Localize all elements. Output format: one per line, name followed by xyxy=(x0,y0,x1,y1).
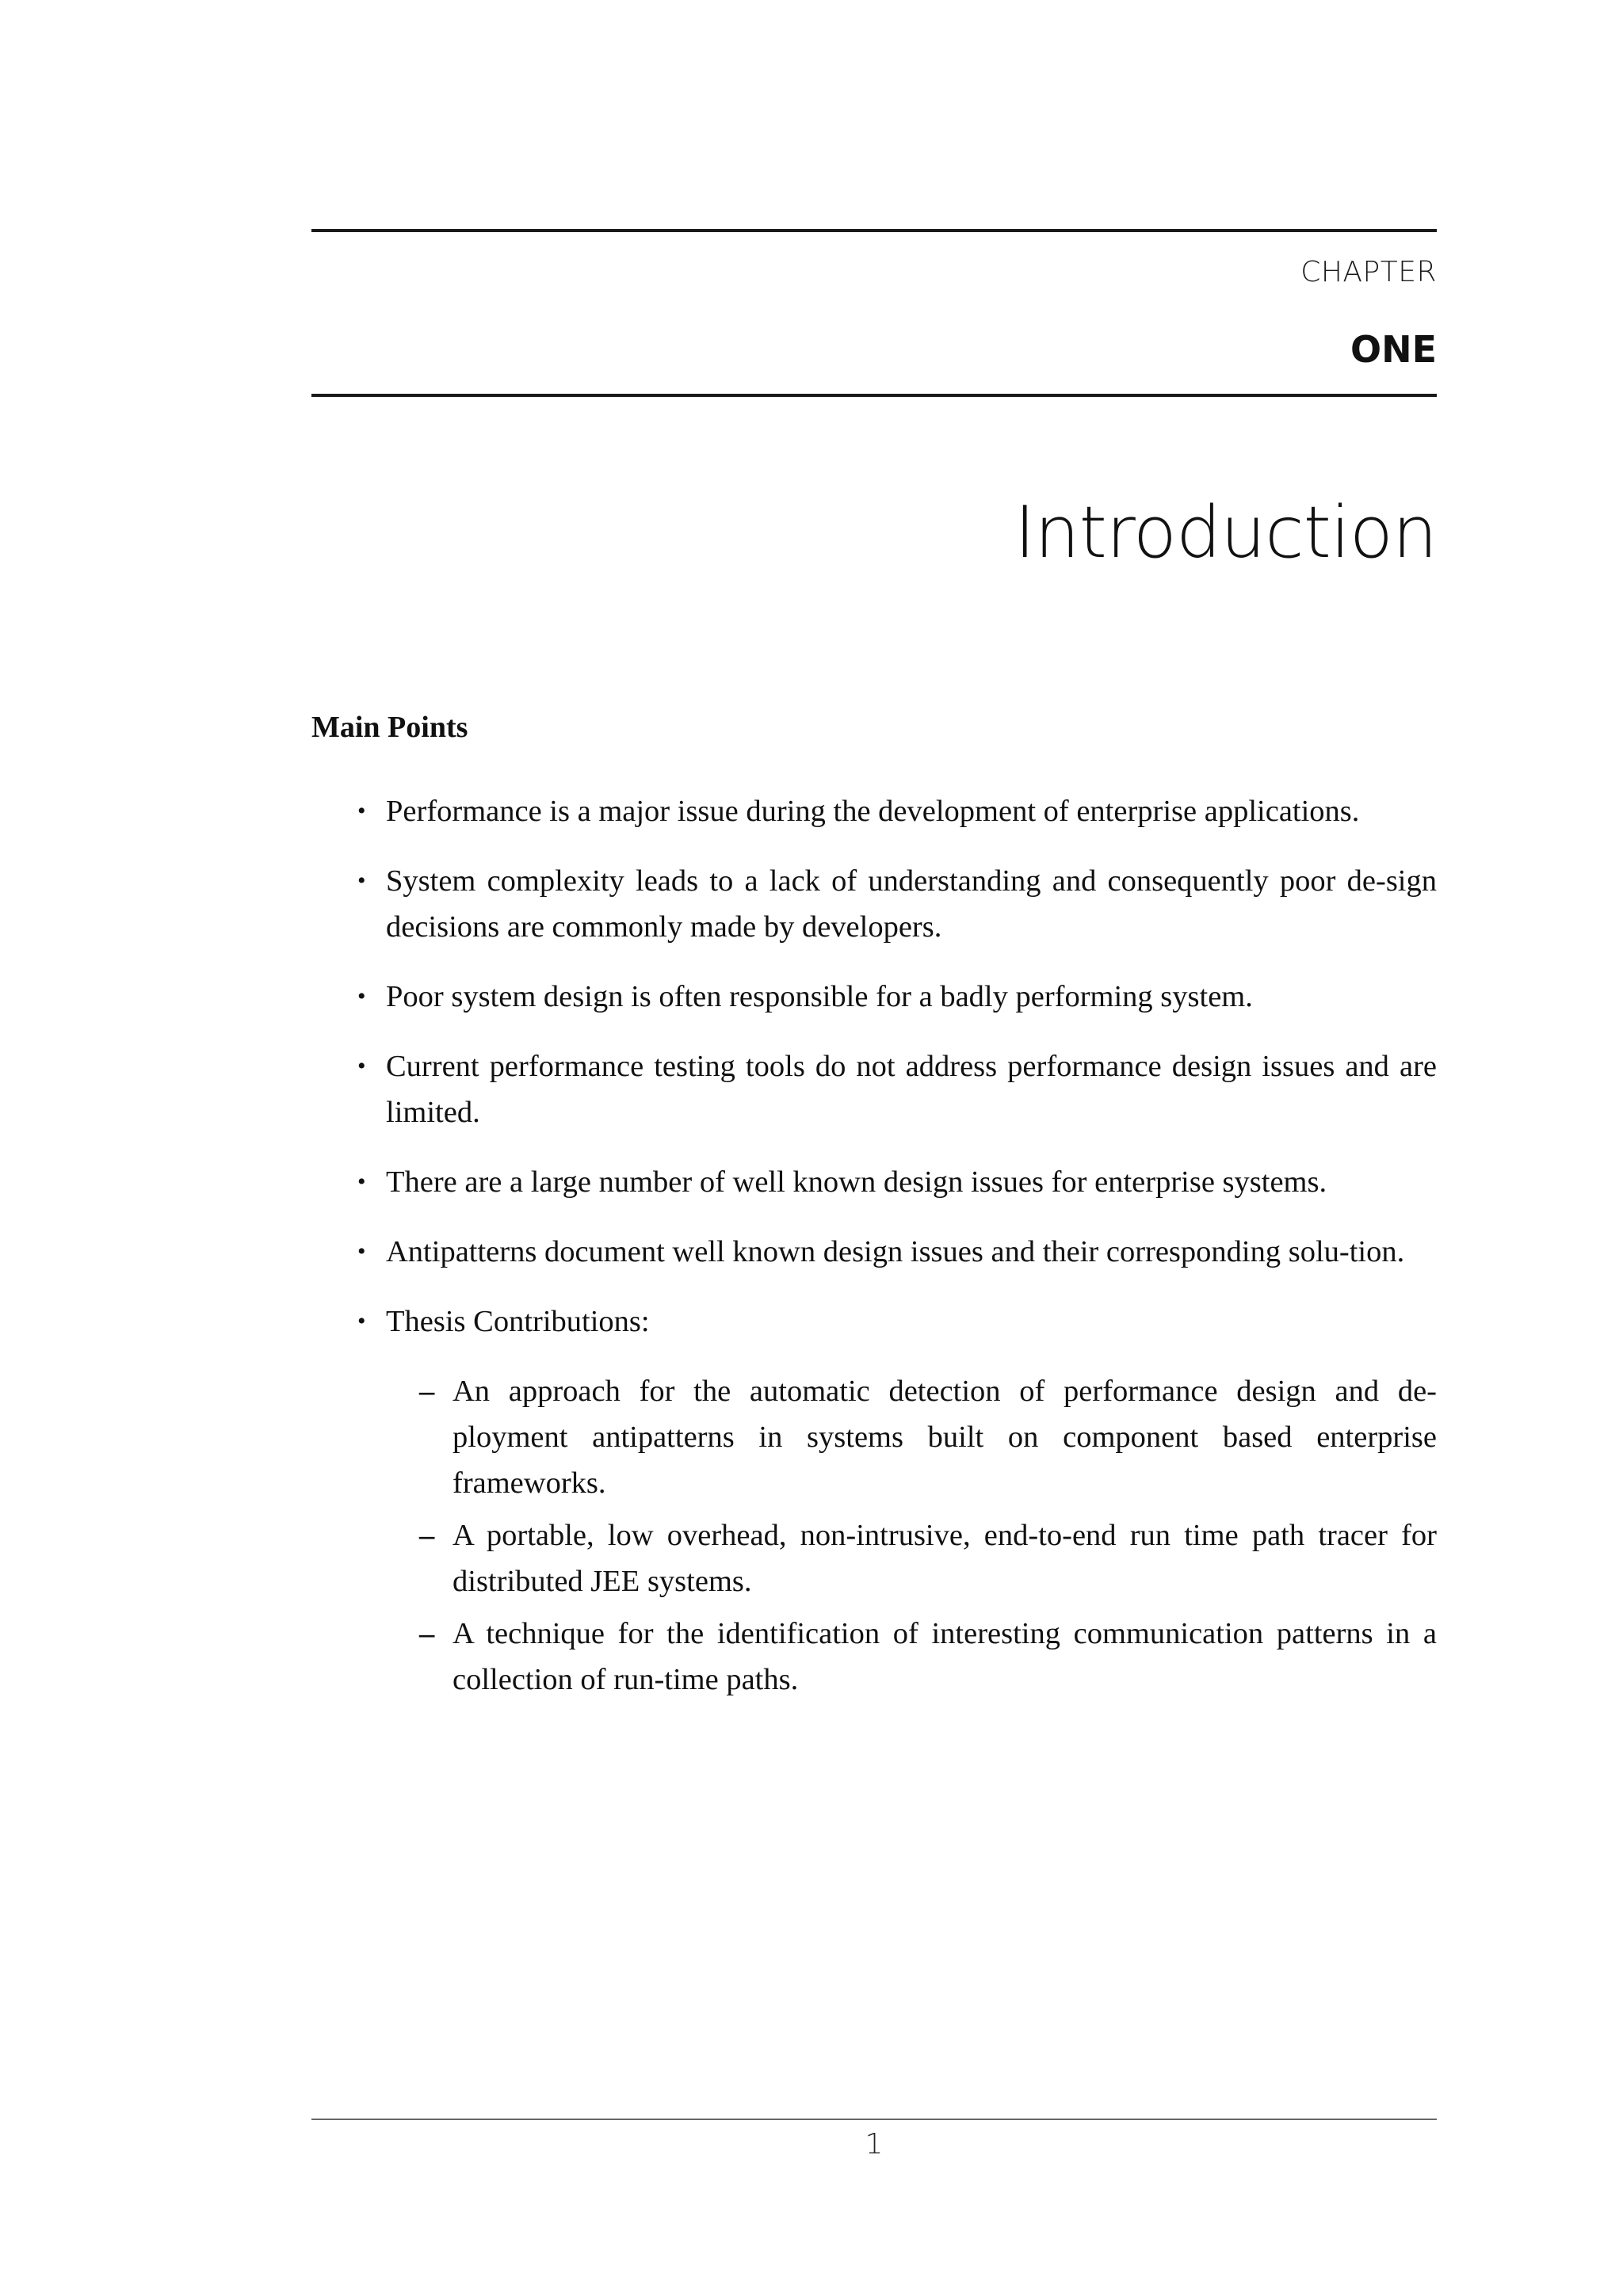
list-item-contributions xyxy=(311,1299,1437,1703)
list-item xyxy=(311,858,1437,950)
chapter-bottom-rule xyxy=(311,394,1437,397)
list-item xyxy=(311,1229,1437,1275)
dash-icon: – xyxy=(419,1375,435,1408)
bullet-icon: • xyxy=(357,798,366,824)
bullet-icon: • xyxy=(357,1238,366,1264)
dash-icon: – xyxy=(419,1519,435,1552)
sub-list-item xyxy=(386,1512,1437,1604)
bullet-icon: • xyxy=(357,1308,366,1334)
bullet-icon: • xyxy=(357,868,366,894)
document-page xyxy=(311,0,1437,2296)
bullet-icon: • xyxy=(357,983,366,1009)
contributions-list xyxy=(386,1368,1437,1703)
list-item-text: Antipatterns document well known design issues and their corresponding solu-tion. xyxy=(386,1235,1405,1268)
list-item-text: Performance is a major issue during the development of enterprise applications. xyxy=(386,795,1360,828)
list-item xyxy=(311,1043,1437,1135)
sub-list-item xyxy=(386,1368,1437,1506)
footer-rule xyxy=(311,2119,1437,2120)
sub-list-item-text: A technique for the identification of interesting communication patterns in a collection of run-time paths. xyxy=(453,1617,1437,1696)
section-heading: Main Points xyxy=(311,711,468,744)
sub-list-item xyxy=(386,1611,1437,1703)
chapter-label: CHAPTER xyxy=(1300,256,1437,288)
list-item xyxy=(311,1159,1437,1205)
bullet-icon: • xyxy=(357,1053,366,1079)
list-item-text: System complexity leads to a lack of understanding and consequently poor de-sign decisions are commonly made by developers. xyxy=(386,864,1437,944)
main-points-list xyxy=(311,788,1437,1726)
list-item-text: Current performance testing tools do not address performance design issues and are limited. xyxy=(386,1050,1437,1129)
list-item xyxy=(311,974,1437,1020)
page-number: 1 xyxy=(865,2128,884,2161)
sub-list-item-text: A portable, low overhead, non-intrusive, end-to-end run time path tracer for distributed JEE systems. xyxy=(453,1519,1437,1598)
dash-icon: – xyxy=(419,1617,435,1650)
sub-list-item-text: An approach for the automatic detection of performance design and de-ployment antipatterns in systems built on component based enterprise frameworks. xyxy=(453,1375,1437,1500)
chapter-number: ONE xyxy=(1350,328,1437,371)
list-item-text: Thesis Contributions: xyxy=(386,1305,650,1338)
chapter-title: Introduction xyxy=(1014,491,1437,574)
list-item xyxy=(311,788,1437,834)
list-item-text: Poor system design is often responsible for a badly performing system. xyxy=(386,980,1253,1013)
list-item-text: There are a large number of well known design issues for enterprise systems. xyxy=(386,1165,1327,1199)
bullet-icon: • xyxy=(357,1169,366,1195)
chapter-top-rule xyxy=(311,229,1437,232)
